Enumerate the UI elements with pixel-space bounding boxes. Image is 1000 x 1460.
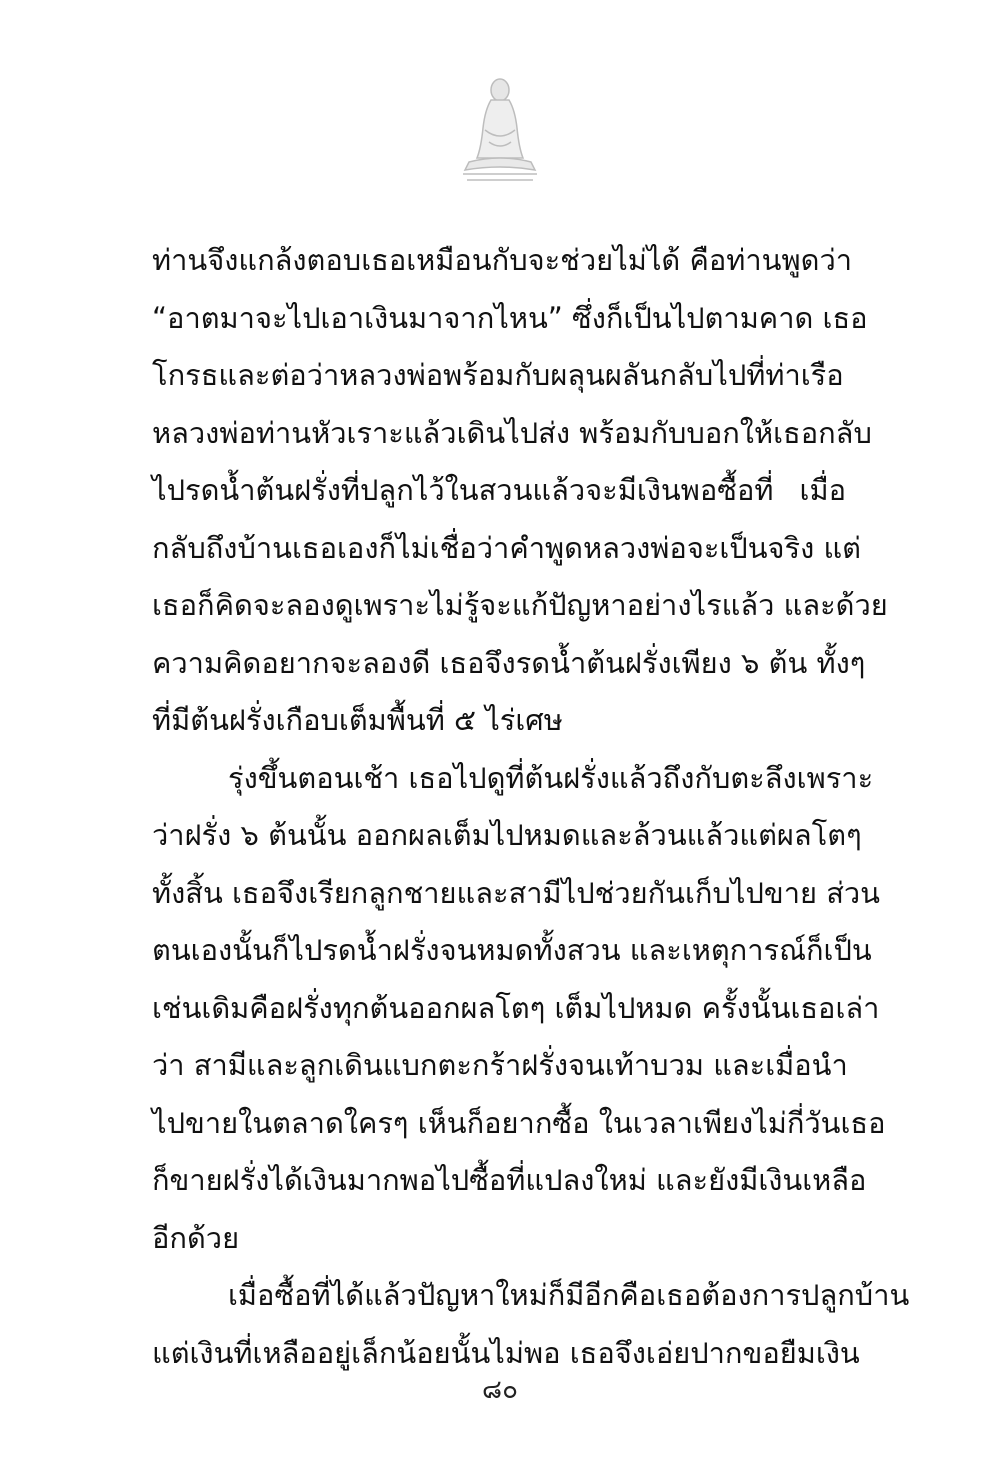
page-number: ๘๐ (482, 1375, 518, 1405)
text-line: ที่มีต้นฝรั่งเกือบเต็มพื้นที่ ๕ ไร่เศษ (152, 703, 563, 737)
text-line: ว่า สามีและลูกเดินแบกตะกร้าฝรั่งจนเท้าบวม และเมื่อนำ (152, 1048, 848, 1082)
text-line: ไปขายในตลาดใครๆ เห็นก็อยากซื้อ ในเวลาเพียงไม่กี่วันเธอ (152, 1105, 886, 1140)
text-line: ก็ขายฝรั่งได้เงินมากพอไปซื้อที่แปลงใหม่ และยังมีเงินเหลือ (152, 1163, 867, 1197)
text-line: ว่าฝรั่ง ๖ ต้นนั้น ออกผลเต็มไปหมดและล้วนแล้วแต่ผลโตๆ (152, 818, 862, 852)
text-line: เมื่อซื้อที่ได้แล้วปัญหาใหม่ก็มีอีกคือเธอต้องการปลูกบ้าน (228, 1278, 910, 1312)
text-line: “อาตมาจะไปเอาเงินมาจากไหน” ซึ่งก็เป็นไปตามคาด เธอ (152, 300, 868, 335)
text-line: ท่านจึงแกล้งตอบเธอเหมือนกับจะช่วยไม่ได้ คือท่านพูดว่า (152, 243, 853, 277)
text-line: กลับถึงบ้านเธอเองก็ไม่เชื่อว่าคำพูดหลวงพ่อจะเป็นจริง แต่ (152, 530, 862, 565)
text-line: เช่นเดิมคือฝรั่งทุกต้นออกผลโตๆ เต็มไปหมด ครั้งนั้นเธอเล่า (152, 990, 880, 1025)
text-line: โกรธและต่อว่าหลวงพ่อพร้อมกับผลุนผลันกลับไปที่ท่าเรือ (152, 358, 844, 392)
text-line: เธอก็คิดจะลองดูเพราะไม่รู้จะแก้ปัญหาอย่างไรแล้ว และด้วย (152, 588, 888, 622)
text-line: รุ่งขึ้นตอนเช้า เธอไปดูที่ต้นฝรั่งแล้วถึงกับตะลึงเพราะ (228, 760, 874, 795)
text-line: อีกด้วย (152, 1220, 240, 1255)
text-line: หลวงพ่อท่านหัวเราะแล้วเดินไปส่ง พร้อมกับบอกให้เธอกลับ (152, 415, 872, 450)
monk-seated-emblem-icon (455, 70, 545, 185)
body-text (152, 232, 910, 1382)
text-line: ตนเองนั้นก็ไปรดน้ำฝรั่งจนหมดทั้งสวน และเหตุการณ์ก็เป็น (152, 933, 872, 967)
text-line: ทั้งสิ้น เธอจึงเรียกลูกชายและสามีไปช่วยกันเก็บไปขาย ส่วน (152, 875, 881, 910)
text-line: ไปรดน้ำต้นฝรั่งที่ปลูกไว้ในสวนแล้วจะมีเงินพอซื้อที่ เมื่อ (152, 473, 846, 507)
text-line: ความคิดอยากจะลองดี เธอจึงรดน้ำต้นฝรั่งเพียง ๖ ต้น ทั้งๆ (152, 645, 866, 680)
text-line: แต่เงินที่เหลืออยู่เล็กน้อยนั้นไม่พอ เธอจึงเอ่ยปากขอยืมเงิน (152, 1335, 860, 1370)
